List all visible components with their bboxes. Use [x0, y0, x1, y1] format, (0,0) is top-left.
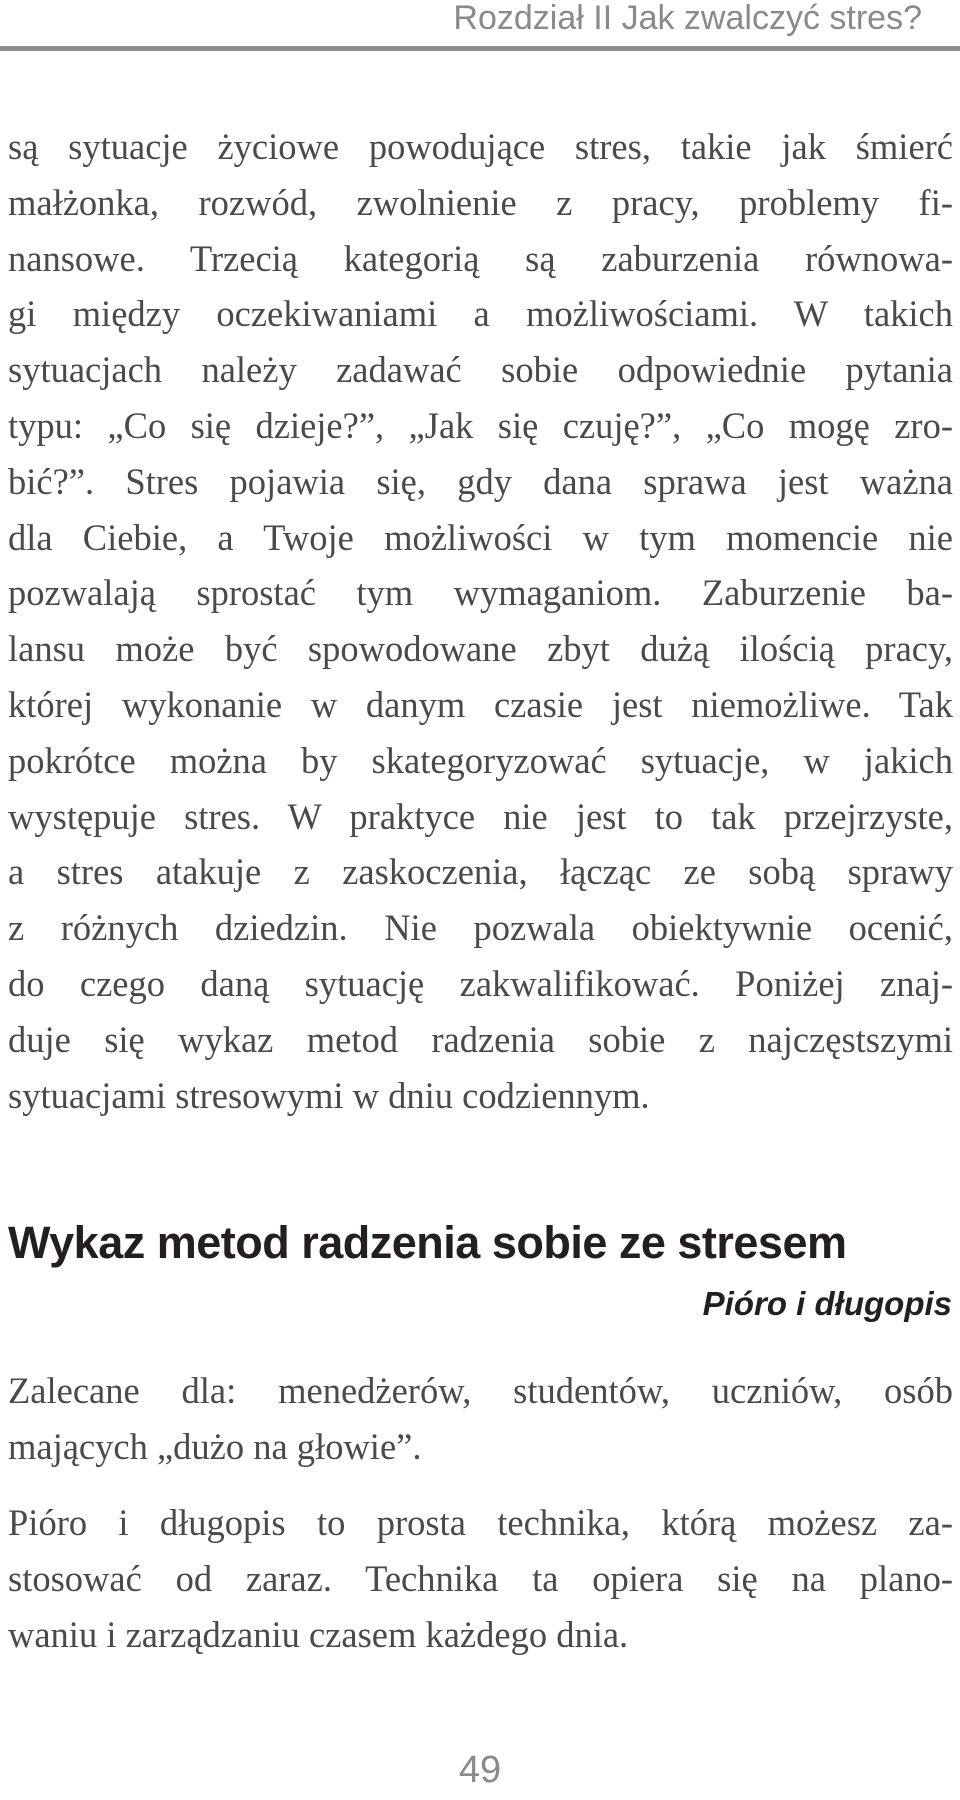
method-description-paragraph — [8, 1495, 953, 1662]
recommended-for-paragraph — [8, 1363, 953, 1475]
text-line: sytuacjami stresowymi w dniu codziennym. — [8, 1074, 650, 1116]
text-line: stosować od zaraz. Technika ta opiera się na plano- — [8, 1557, 953, 1599]
text-line: a stres atakuje z zaskoczenia, łącząc ze sobą sprawy — [8, 851, 953, 893]
text-line: Pióro i długopis to prosta technika, którą możesz za- — [8, 1502, 953, 1543]
text-line: małżonka, rozwód, zwolnienie z pracy, problemy fi- — [8, 181, 953, 223]
running-header — [0, 0, 960, 54]
method-title: Pióro i długopis — [702, 1285, 952, 1322]
text-line: występuje stres. W praktyce nie jest to tak przejrzyste, — [8, 795, 953, 837]
page-number: 49 — [458, 1749, 502, 1791]
text-line: gi między oczekiwaniami a możliwościami. W takich — [8, 293, 953, 335]
text-line: sytuacjach należy zadawać sobie odpowiednie pytania — [8, 349, 953, 391]
running-header-title: Rozdział II Jak zwalczyć stres? — [453, 0, 922, 37]
text-line: Zalecane dla: menedżerów, studentów, uczniów, osób — [8, 1370, 953, 1411]
text-line: waniu i zarządzaniu czasem każdego dnia. — [8, 1613, 629, 1655]
intro-paragraph — [8, 119, 953, 1123]
text-line: mających „dużo na głowie”. — [8, 1425, 422, 1467]
text-line: lansu może być spowodowane zbyt dużą ilością pracy, — [8, 628, 953, 670]
header-rule — [0, 46, 960, 51]
text-line: której wykonanie w danym czasie jest niemożliwe. Tak — [8, 683, 953, 725]
text-line: typu: „Co się dzieje?”, „Jak się czuję?”, „Co mogę zro- — [8, 404, 953, 446]
text-line: z różnych dziedzin. Nie pozwala obiektywnie ocenić, — [8, 907, 953, 949]
text-line: pokrótce można by skategoryzować sytuacje, w jakich — [8, 739, 953, 781]
text-line: nansowe. Trzecią kategorią są zaburzenia równowa- — [8, 237, 953, 279]
text-line: dla Ciebie, a Twoje możliwości w tym momencie nie — [8, 516, 953, 558]
text-line: bić?”. Stres pojawia się, gdy dana sprawa jest ważna — [8, 460, 953, 502]
text-line: duje się wykaz metod radzenia sobie z najczęstszymi — [8, 1018, 953, 1060]
text-line: pozwalają sprostać tym wymaganiom. Zaburzenie ba- — [8, 572, 953, 614]
text-line: są sytuacje życiowe powodujące stres, takie jak śmierć — [8, 126, 953, 167]
text-line: do czego daną sytuację zakwalifikować. Poniżej znaj- — [8, 962, 953, 1004]
section-heading: Wykaz metod radzenia sobie ze stresem — [8, 1217, 847, 1269]
